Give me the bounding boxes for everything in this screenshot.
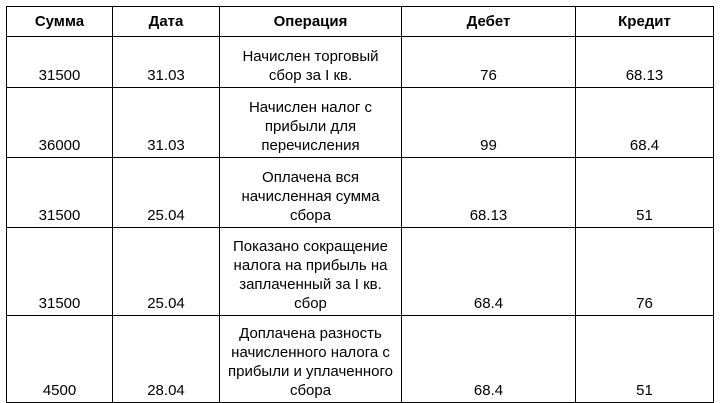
- cell-sum: 4500: [7, 316, 113, 403]
- cell-sum: 31500: [7, 37, 113, 88]
- cell-credit: 76: [576, 228, 714, 316]
- cell-debit: 68.4: [402, 316, 576, 403]
- ledger-table: [6, 6, 714, 403]
- table-header: [7, 7, 714, 37]
- cell-debit: 99: [402, 88, 576, 158]
- cell-credit: 68.13: [576, 37, 714, 88]
- table-row: [7, 37, 714, 88]
- header-date: Дата: [113, 7, 220, 37]
- table-row: [7, 88, 714, 158]
- cell-operation: Оплачена вся начисленная сумма сбора: [220, 158, 402, 228]
- table-row: [7, 228, 714, 316]
- cell-sum: 36000: [7, 88, 113, 158]
- header-credit: Кредит: [576, 7, 714, 37]
- header-operation: Операция: [220, 7, 402, 37]
- cell-operation: Показано сокращение налога на прибыль на заплаченный за I кв. сбор: [220, 228, 402, 316]
- table-body: [7, 37, 714, 403]
- header-row: [7, 7, 714, 37]
- table-row: [7, 158, 714, 228]
- header-debit: Дебет: [402, 7, 576, 37]
- cell-operation: Начислен торговый сбор за I кв.: [220, 37, 402, 88]
- cell-debit: 68.4: [402, 228, 576, 316]
- cell-credit: 68.4: [576, 88, 714, 158]
- cell-debit: 76: [402, 37, 576, 88]
- cell-operation: Доплачена разность начисленного налога с прибыли и уплаченного сбора: [220, 316, 402, 403]
- cell-date: 31.03: [113, 88, 220, 158]
- table-row: [7, 316, 714, 403]
- cell-credit: 51: [576, 316, 714, 403]
- cell-date: 28.04: [113, 316, 220, 403]
- cell-date: 25.04: [113, 158, 220, 228]
- cell-sum: 31500: [7, 228, 113, 316]
- cell-date: 25.04: [113, 228, 220, 316]
- cell-debit: 68.13: [402, 158, 576, 228]
- cell-credit: 51: [576, 158, 714, 228]
- cell-operation: Начислен налог с прибыли для перечисления: [220, 88, 402, 158]
- cell-sum: 31500: [7, 158, 113, 228]
- cell-date: 31.03: [113, 37, 220, 88]
- header-sum: Сумма: [7, 7, 113, 37]
